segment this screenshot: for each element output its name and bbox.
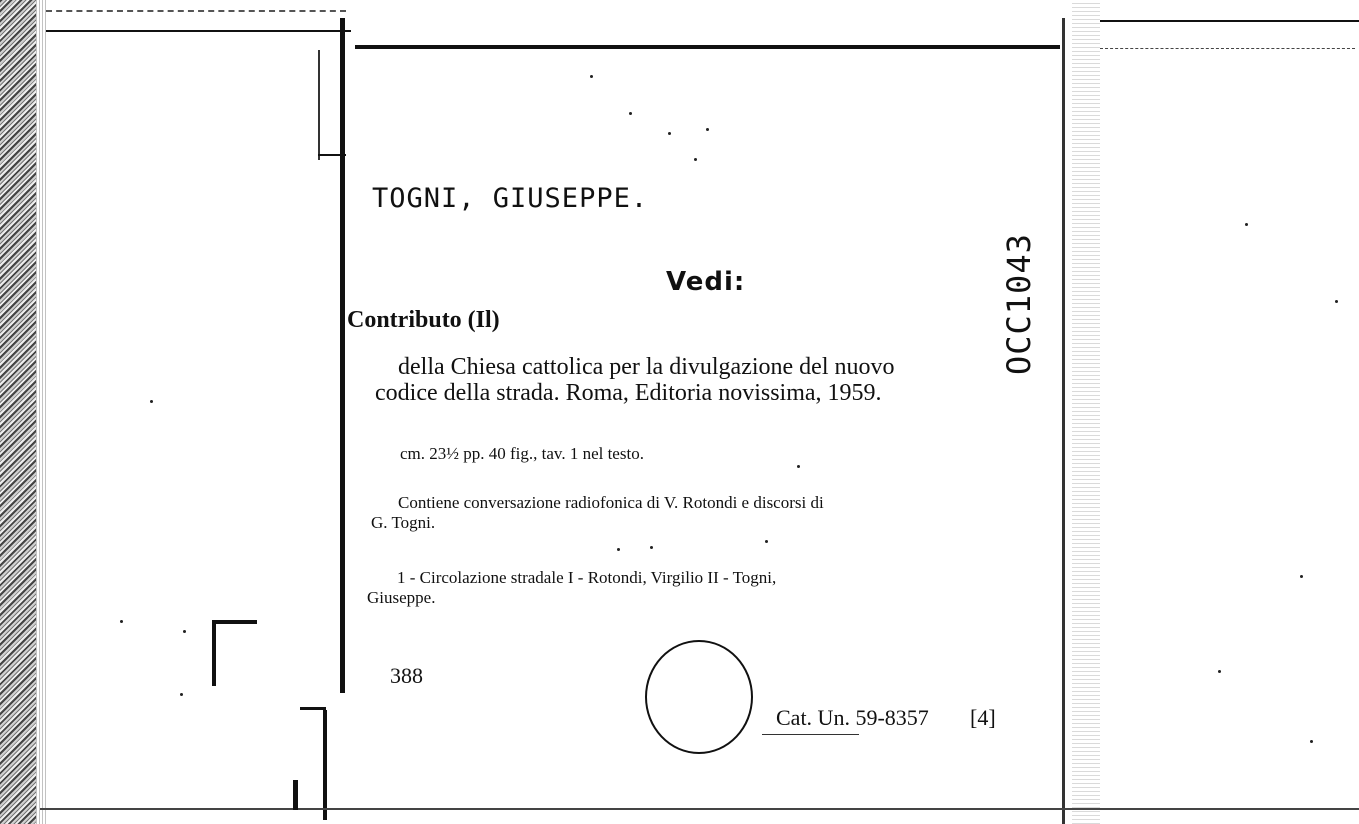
scan-speck [765, 540, 768, 543]
scan-speck [120, 620, 123, 623]
scan-speck [797, 465, 800, 468]
scan-speck [183, 630, 186, 633]
description-line-1: della Chiesa cattolica per la divulgazione del nuovo [398, 354, 895, 380]
catalog-suffix: [4] [970, 705, 996, 730]
scan-speck [1335, 300, 1338, 303]
scan-speck [590, 75, 593, 78]
short-tick [318, 154, 346, 156]
left-card-edge-lower [323, 710, 327, 820]
margin-mark-tab [212, 620, 257, 624]
left-scan-edge [0, 0, 36, 824]
right-dashed-line [1100, 48, 1355, 49]
scan-speck [617, 548, 620, 551]
top-border-line [355, 45, 1060, 49]
stamp-id: OCC1043 [1000, 233, 1038, 375]
right-top-line [1100, 20, 1359, 22]
left-card-edge [340, 18, 345, 693]
note-line-1: Contiene conversazione radiofonica di V. Rotondi e discorsi di [398, 493, 824, 512]
short-tick-lower [300, 707, 326, 710]
margin-mark [212, 620, 216, 686]
scan-speck [1218, 670, 1221, 673]
collation: cm. 23½ pp. 40 fig., tav. 1 nel testo. [400, 444, 644, 463]
see-label: Vedi: [666, 267, 746, 297]
card-heading: TOGNI, GIUSEPPE. [372, 183, 649, 214]
scan-speck [1300, 575, 1303, 578]
scan-speck [1310, 740, 1313, 743]
tiny-mark [293, 780, 298, 810]
scan-speck [694, 158, 697, 161]
stamp-circle [645, 640, 753, 754]
catalog-number: Cat. Un. 59-8357 [776, 705, 929, 730]
bottom-line [40, 808, 1359, 810]
scan-speck [706, 128, 709, 131]
note-line-2: G. Togni. [371, 513, 436, 532]
top-left-border-line [46, 30, 351, 32]
scan-speck [180, 693, 183, 696]
right-card-edge [1062, 18, 1065, 824]
tracings-line-1: 1 - Circolazione stradale I - Rotondi, Virgilio II - Togni, [397, 568, 777, 587]
scan-speck [668, 132, 671, 135]
vertical-guide-left [318, 50, 320, 160]
work-title: Contributo (Il) [347, 307, 500, 333]
scan-speck [150, 400, 153, 403]
card-number: 388 [390, 663, 423, 688]
scan-speck [1245, 223, 1248, 226]
right-scan-edge [1072, 0, 1100, 824]
catalog-underline [762, 734, 859, 735]
scan-speck [629, 112, 632, 115]
tracings-line-2: Giuseppe. [367, 588, 436, 607]
scan-speck [650, 546, 653, 549]
description-line-2: codice della strada. Roma, Editoria novissima, 1959. [375, 380, 882, 406]
top-dashed-line [46, 10, 346, 12]
left-scan-edge-shadow [36, 0, 46, 824]
